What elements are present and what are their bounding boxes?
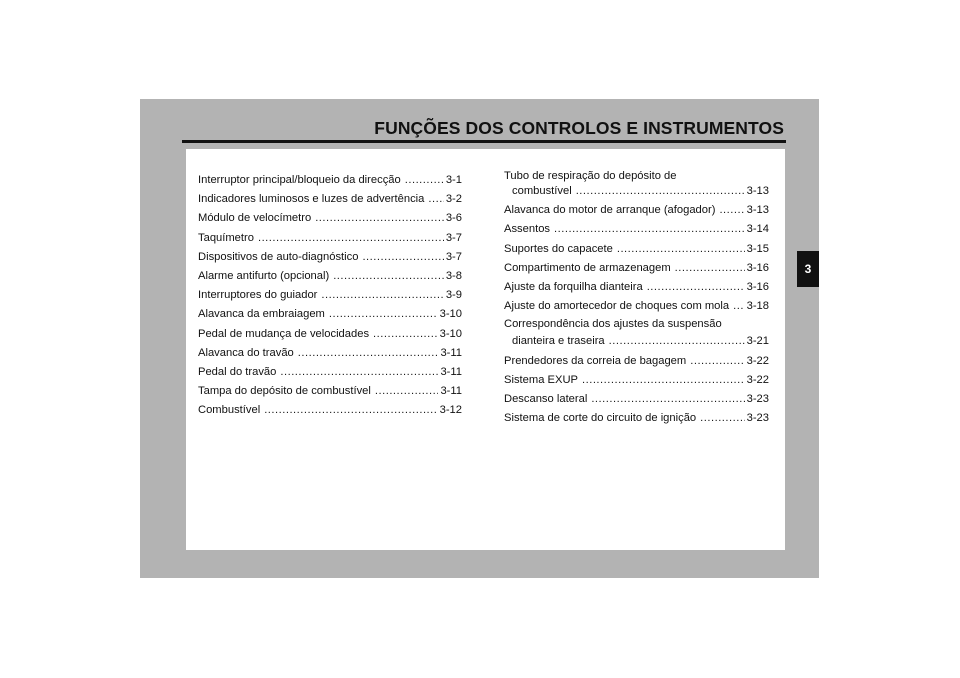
toc-entry-title: Descanso lateral (504, 392, 588, 405)
toc-entry[interactable] (198, 171, 462, 190)
toc-entry[interactable] (504, 278, 769, 297)
toc-entry-title: Alavanca do travão (198, 346, 294, 359)
toc-leader-dots (554, 220, 745, 239)
toc-entry-page: 3-11 (440, 346, 462, 359)
toc-entry[interactable] (198, 401, 462, 420)
toc-leader-dots (428, 190, 443, 209)
toc-entry[interactable] (198, 286, 462, 305)
toc-entry-line2[interactable] (504, 182, 769, 201)
toc-entry-page: 3-13 (746, 204, 769, 217)
toc-entry[interactable] (504, 316, 769, 351)
toc-leader-dots (591, 390, 744, 409)
toc-entry-page: 3-6 (445, 212, 462, 225)
toc-leader-dots (375, 382, 439, 401)
toc-entry-line2[interactable] (504, 332, 769, 351)
toc-leader-dots (373, 325, 438, 344)
toc-entry-title: Sistema de corte do circuito de ignição (504, 412, 697, 425)
toc-entry[interactable] (504, 409, 769, 428)
toc-leader-dots (405, 171, 444, 190)
toc-left-column (198, 171, 462, 420)
toc-leader-dots (333, 267, 444, 286)
toc-right-column (504, 171, 769, 428)
toc-entry[interactable] (198, 190, 462, 209)
toc-entry-title: Interruptor principal/bloqueio da direcção (198, 174, 401, 186)
toc-entry-title: Prendedores da correia de bagagem (504, 354, 687, 367)
toc-entry[interactable] (198, 209, 462, 228)
toc-entry-page: 3-18 (746, 300, 769, 313)
toc-leader-dots (700, 409, 744, 428)
toc-entry[interactable] (198, 382, 462, 401)
toc-entry-title: Suportes do capacete (504, 242, 613, 255)
toc-leader-dots (280, 363, 438, 382)
toc-entry[interactable] (198, 305, 462, 324)
toc-entry-title: Sistema EXUP (504, 373, 578, 386)
toc-leader-dots (690, 352, 744, 371)
toc-entry-page: 3-16 (746, 280, 769, 293)
toc-entry-page: 3-2 (445, 193, 462, 206)
toc-entry[interactable] (504, 371, 769, 390)
toc-entry-page: 3-11 (440, 385, 462, 398)
toc-entry-title: Ajuste da forquilha dianteira (504, 280, 643, 293)
toc-entry-title: Pedal do travão (198, 365, 277, 378)
toc-entry[interactable] (198, 325, 462, 344)
toc-entry[interactable] (504, 352, 769, 371)
toc-entry-page: 3-22 (746, 373, 769, 386)
toc-entry[interactable] (504, 220, 769, 239)
toc-entry-page: 3-14 (746, 223, 769, 236)
toc-entry[interactable] (198, 229, 462, 248)
toc-entry-page: 3-13 (746, 185, 769, 197)
toc-entry-title: Alavanca da embraiagem (198, 308, 325, 321)
toc-entry[interactable] (198, 267, 462, 286)
toc-leader-dots (264, 401, 437, 420)
title-rule (182, 140, 786, 143)
toc-leader-dots (733, 297, 744, 316)
toc-entry[interactable] (198, 344, 462, 363)
toc-entry-title: Ajuste do amortecedor de choques com mola (504, 300, 730, 313)
toc-entry-page: 3-11 (440, 365, 462, 378)
toc-entry-page: 3-8 (445, 269, 462, 282)
chapter-title: FUNÇÕES DOS CONTROLOS E INSTRUMENTOS (374, 118, 784, 138)
toc-entry-title: Dispositivos de auto-diagnóstico (198, 250, 359, 263)
toc-leader-dots (362, 248, 443, 267)
toc-leader-dots (329, 305, 438, 324)
toc-leader-dots (298, 344, 439, 363)
toc-leader-dots (582, 371, 745, 390)
toc-entry-page: 3-23 (746, 412, 769, 425)
toc-entry-title: Pedal de mudança de velocidades (198, 327, 370, 340)
toc-entry-title: combustível (512, 185, 572, 197)
toc-entry-page: 3-10 (439, 308, 462, 321)
toc-entry[interactable] (504, 240, 769, 259)
toc-entry-page: 3-15 (746, 242, 769, 255)
toc-leader-dots (321, 286, 443, 305)
toc-entry[interactable] (504, 171, 769, 201)
toc-leader-dots (609, 332, 745, 351)
toc-content-area (186, 149, 785, 550)
toc-entry-title: Alavanca do motor de arranque (afogador) (504, 204, 716, 217)
toc-entry-title-line1: Correspondência dos ajustes da suspensão (504, 318, 722, 331)
toc-entry-page: 3-1 (445, 174, 462, 186)
toc-leader-dots (576, 182, 745, 201)
toc-entry[interactable] (198, 363, 462, 382)
toc-entry-page: 3-22 (746, 354, 769, 367)
toc-entry-page: 3-7 (445, 231, 462, 244)
toc-leader-dots (675, 259, 745, 278)
toc-entry[interactable] (504, 259, 769, 278)
toc-entry-title: Módulo de velocímetro (198, 212, 312, 225)
toc-entry[interactable] (504, 390, 769, 409)
toc-entry-title: Tampa do depósito de combustível (198, 385, 371, 398)
toc-entry-title: Combustível (198, 404, 261, 417)
toc-entry-title: Assentos (504, 223, 551, 236)
chapter-tab[interactable]: 3 (797, 251, 819, 287)
toc-entry-page: 3-10 (439, 327, 462, 340)
toc-leader-dots (315, 209, 444, 228)
toc-entry[interactable] (198, 248, 462, 267)
toc-entry-page: 3-9 (445, 289, 462, 302)
toc-entry[interactable] (504, 297, 769, 316)
toc-leader-dots (719, 201, 744, 220)
toc-entry-page: 3-16 (746, 261, 769, 274)
toc-entry-title-line1: Tubo de respiração do depósito de (504, 170, 677, 182)
toc-entry-title: Indicadores luminosos e luzes de advertência (198, 193, 425, 206)
toc-entry-page: 3-21 (746, 335, 769, 348)
toc-leader-dots (258, 229, 444, 248)
toc-entry-title: Taquímetro (198, 231, 254, 244)
toc-entry-title: dianteira e traseira (512, 335, 605, 348)
toc-entry-page: 3-12 (439, 404, 462, 417)
toc-leader-dots (617, 240, 745, 259)
toc-entry-title: Compartimento de armazenagem (504, 261, 671, 274)
toc-entry-page: 3-7 (445, 250, 462, 263)
toc-entry-title: Alarme antifurto (opcional) (198, 269, 330, 282)
toc-entry-title: Interruptores do guiador (198, 289, 318, 302)
toc-leader-dots (647, 278, 745, 297)
toc-entry[interactable] (504, 201, 769, 220)
toc-entry-page: 3-23 (746, 392, 769, 405)
